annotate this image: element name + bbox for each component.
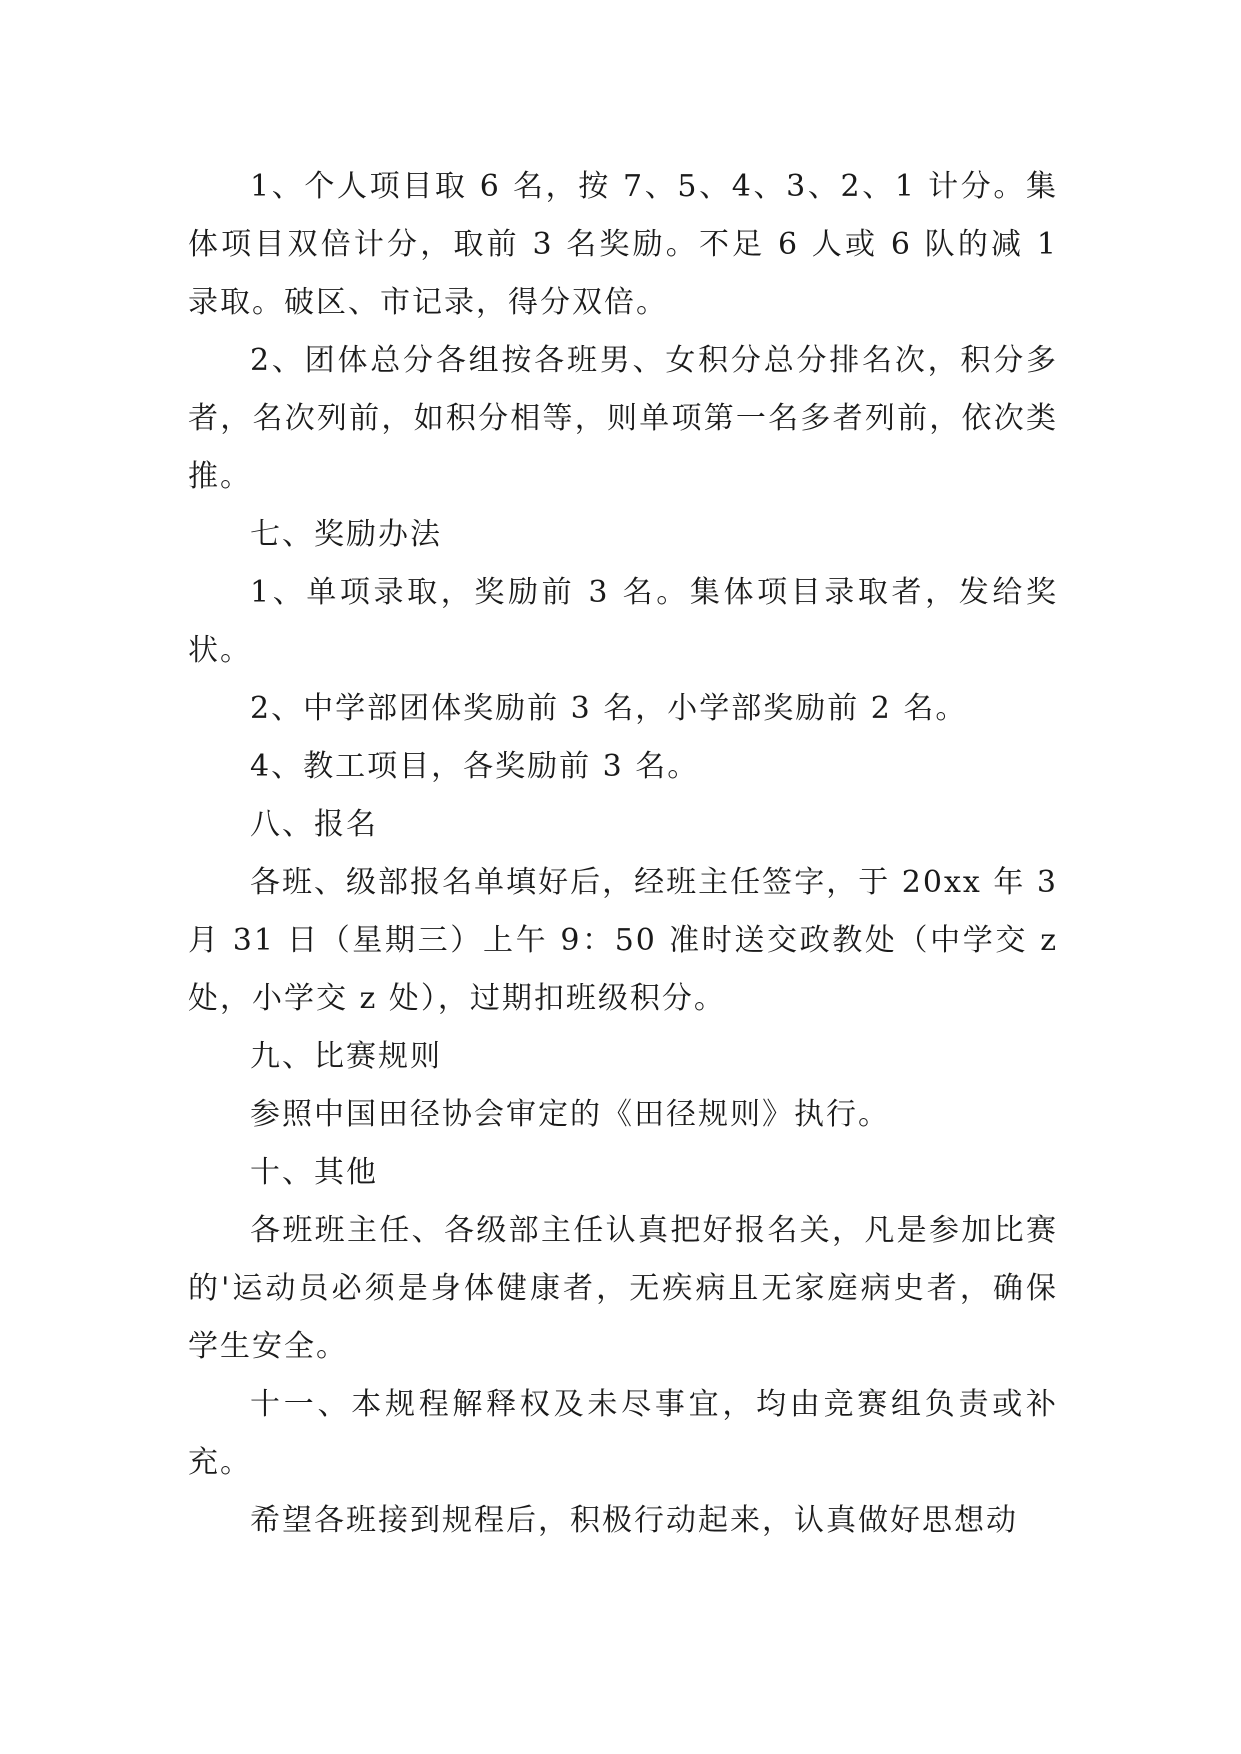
paragraph-other: 各班班主任、各级部主任认真把好报名关，凡是参加比赛的'运动员必须是身体健康者，无疾病且无家庭病史者，确保学生安全。 — [188, 1213, 1058, 1364]
heading-rules: 九、比赛规则 — [250, 1039, 442, 1074]
paragraph-awards-school: 2、中学部团体奖励前 3 名，小学部奖励前 2 名。 — [250, 691, 968, 726]
paragraph-rules: 参照中国田径协会审定的《田径规则》执行。 — [250, 1097, 890, 1132]
paragraph-registration: 各班、级部报名单填好后，经班主任签字，于 20xx 年 3 月 31 日（星期三）上午 9：50 准时送交政教处（中学交 z 处，小学交 z 处），过期扣班级积分。 — [188, 865, 1058, 1016]
heading-other: 十、其他 — [250, 1155, 378, 1190]
paragraph-closing: 希望各班接到规程后，积极行动起来，认真做好思想动 — [250, 1503, 1018, 1538]
heading-awards: 七、奖励办法 — [250, 517, 442, 552]
document-body — [188, 158, 1058, 1550]
paragraph-awards-staff: 4、教工项目，各奖励前 3 名。 — [250, 749, 700, 784]
paragraph-scoring-individual: 1、个人项目取 6 名，按 7、5、4、3、2、1 计分。集体项目双倍计分，取前 3 名奖励。不足 6 人或 6 队的减 1 录取。破区、市记录，得分双倍。 — [188, 169, 1058, 320]
paragraph-awards-single: 1、单项录取，奖励前 3 名。集体项目录取者，发给奖状。 — [188, 575, 1058, 668]
heading-registration: 八、报名 — [250, 807, 378, 842]
paragraph-scoring-team: 2、团体总分各组按各班男、女积分总分排名次，积分多者，名次列前，如积分相等，则单项第一名多者列前，依次类推。 — [188, 343, 1058, 494]
paragraph-interpretation: 十一、本规程解释权及未尽事宜，均由竞赛组负责或补充。 — [188, 1387, 1058, 1480]
